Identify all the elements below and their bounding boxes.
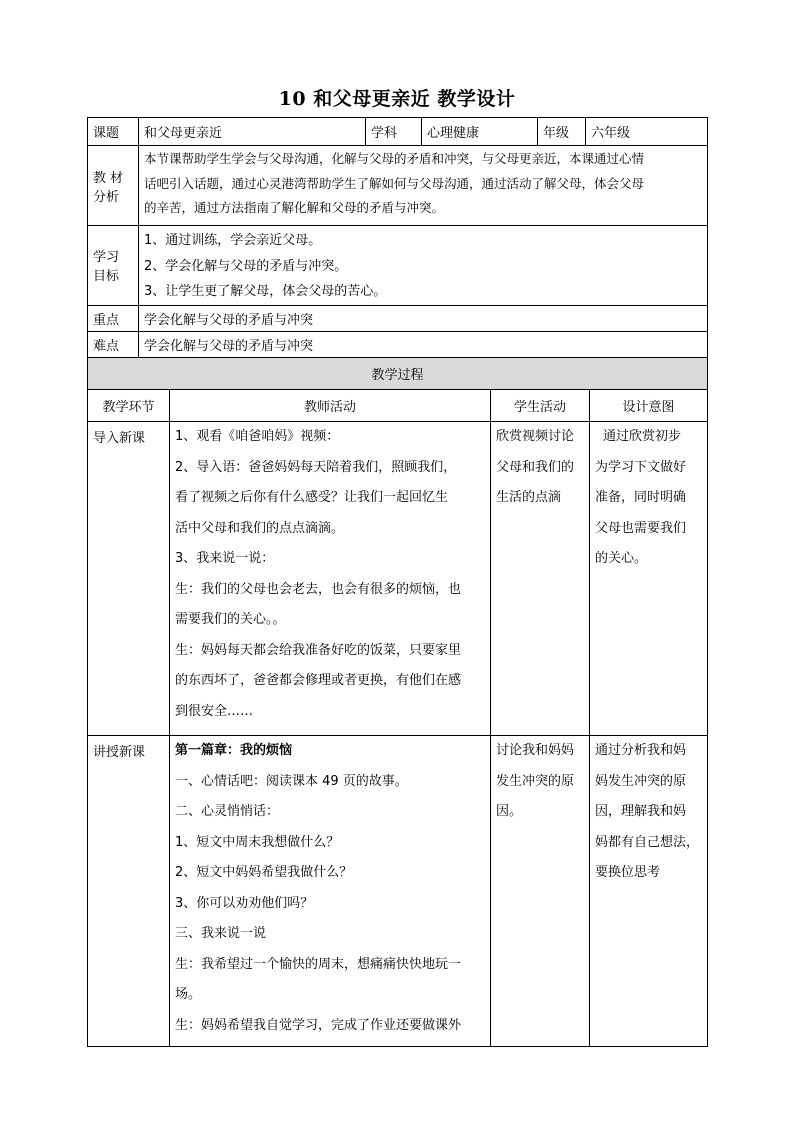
goals-row: [88, 226, 708, 306]
teacher-line: 活中父母和我们的点点滴滴。: [175, 520, 345, 536]
student-line: 欣赏视频讨论: [496, 429, 575, 444]
intent-cell: [590, 422, 708, 736]
lesson-label: 课题: [88, 118, 139, 146]
column-header-row: [88, 390, 708, 422]
lesson-row: [88, 118, 708, 146]
intent-line: 为学习下文做好: [595, 459, 687, 475]
goals-label: [88, 226, 139, 306]
key-row: [88, 305, 708, 331]
teacher-line: 生：妈妈希望我自觉学习，完成了作业还要做课外: [175, 1017, 462, 1033]
teacher-line: 3、你可以劝劝他们吗？: [175, 895, 314, 911]
analysis-row: [88, 146, 708, 226]
teacher-line: 2、导入语：爸爸妈妈每天陪着我们，照顾我们，: [175, 459, 457, 475]
process-table: [87, 357, 708, 1047]
student-cell: [491, 422, 590, 736]
process-header-row: [88, 358, 708, 390]
teacher-line: 1、短文中周末我想做什么？: [175, 834, 340, 850]
goals-label-line: 目标: [93, 269, 120, 285]
column-header-student: 学生活动: [491, 390, 590, 422]
analysis-label-line: 分析: [93, 189, 120, 205]
analysis-label-line: 教 材: [93, 170, 124, 186]
teacher-line: 生：我们的父母也会老去，也会有很多的烦恼，也: [175, 581, 462, 597]
teacher-line: 的东西坏了，爸爸都会修理或者更换，有他们在感: [175, 673, 462, 688]
goal-item: 2、学会化解与父母的矛盾与冲突。: [144, 258, 348, 274]
intent-line: 妈都有自己想法，: [595, 834, 700, 850]
student-line: 生活的点滴: [496, 490, 562, 505]
teacher-line: 看了视频之后你有什么感受？让我们一起回忆生: [175, 490, 449, 505]
analysis-line: 的辛苦，通过方法指南了解化解和父母的矛盾与冲突。: [144, 200, 445, 215]
teacher-line: 2、短文中妈妈希望我做什么？: [175, 865, 353, 880]
goal-item: 1、通过训练，学会亲近父母。: [144, 233, 322, 248]
lesson-value: 和父母更亲近: [139, 118, 366, 146]
teacher-cell: [170, 422, 491, 736]
difficulty-value: 学会化解与父母的矛盾与冲突: [139, 331, 708, 357]
table-row: [88, 736, 708, 1047]
difficulty-row: [88, 331, 708, 357]
difficulty-label: 难点: [88, 331, 139, 357]
table-row: [88, 422, 708, 736]
column-header-intent: 设计意图: [590, 390, 708, 422]
teacher-line: 3、我来说一说：: [175, 551, 275, 566]
student-line: 父母和我们的: [496, 459, 575, 475]
teacher-cell: [170, 736, 491, 1047]
analysis-label: [88, 146, 139, 226]
stage-cell: 导入新课: [88, 422, 170, 736]
column-header-stage: 教学环节: [88, 390, 170, 422]
grade-label: 年级: [538, 118, 586, 146]
student-line: 讨论我和妈妈: [496, 743, 575, 758]
teacher-line: 生：我希望过一个愉快的周末，想痛痛快快地玩一: [175, 956, 462, 972]
intent-line: 通过分析我和妈: [595, 743, 687, 758]
intent-line: 通过欣赏初步: [603, 429, 682, 444]
goals-label-line: 学习: [93, 250, 120, 266]
process-header: 教学过程: [88, 358, 708, 390]
intent-cell: [590, 736, 708, 1047]
student-line: 发生冲突的原: [496, 773, 575, 789]
subject-label: 学科: [366, 118, 422, 146]
teacher-line: 到很安全……: [175, 703, 254, 719]
intent-line: 父母也需要我们: [595, 520, 687, 536]
grade-value: 六年级: [586, 118, 708, 146]
info-table: [87, 117, 708, 358]
teacher-line: 三、我来说一说: [175, 926, 267, 941]
analysis-content: [139, 146, 708, 226]
teacher-line: 一、心情话吧：阅读课本 49 页的故事。: [175, 773, 408, 789]
teacher-line: 1、观看《咱爸咱妈》视频：: [175, 429, 340, 444]
teacher-line: 需要我们的关心。。: [175, 612, 286, 627]
intent-line: 因，理解我和妈: [595, 804, 687, 819]
teacher-line: 场。: [175, 987, 202, 1002]
key-value: 学会化解与父母的矛盾与冲突: [139, 305, 708, 331]
intent-line: 要换位思考: [595, 865, 661, 880]
stage-cell: 讲授新课: [88, 736, 170, 1047]
subject-value: 心理健康: [422, 118, 538, 146]
page-title: 10 和父母更亲近 教学设计: [278, 88, 516, 110]
analysis-line: 本节课帮助学生学会与父母沟通，化解与父母的矛盾和冲突，与父母更亲近，本课通过心情: [144, 151, 645, 166]
intent-line: 妈发生冲突的原: [595, 773, 687, 789]
intent-line: 准备，同时明确: [595, 490, 687, 505]
key-label: 重点: [88, 305, 139, 331]
goal-item: 3、让学生更了解父母，体会父母的苦心。: [144, 284, 387, 299]
goals-content: [139, 226, 708, 306]
teacher-heading: 第一篇章：我的烦恼: [175, 743, 293, 758]
student-cell: [491, 736, 590, 1047]
intent-line: 的关心。: [595, 551, 648, 566]
teacher-line: 生：妈妈每天都会给我准备好吃的饭菜，只要家里: [175, 642, 462, 658]
teacher-line: 二、心灵悄悄话：: [175, 804, 280, 819]
column-header-teacher: 教师活动: [170, 390, 491, 422]
analysis-line: 话吧引入话题，通过心灵港湾帮助学生了解如何与父母沟通，通过活动了解父母，体会父母: [144, 175, 645, 191]
student-line: 因。: [496, 804, 523, 819]
